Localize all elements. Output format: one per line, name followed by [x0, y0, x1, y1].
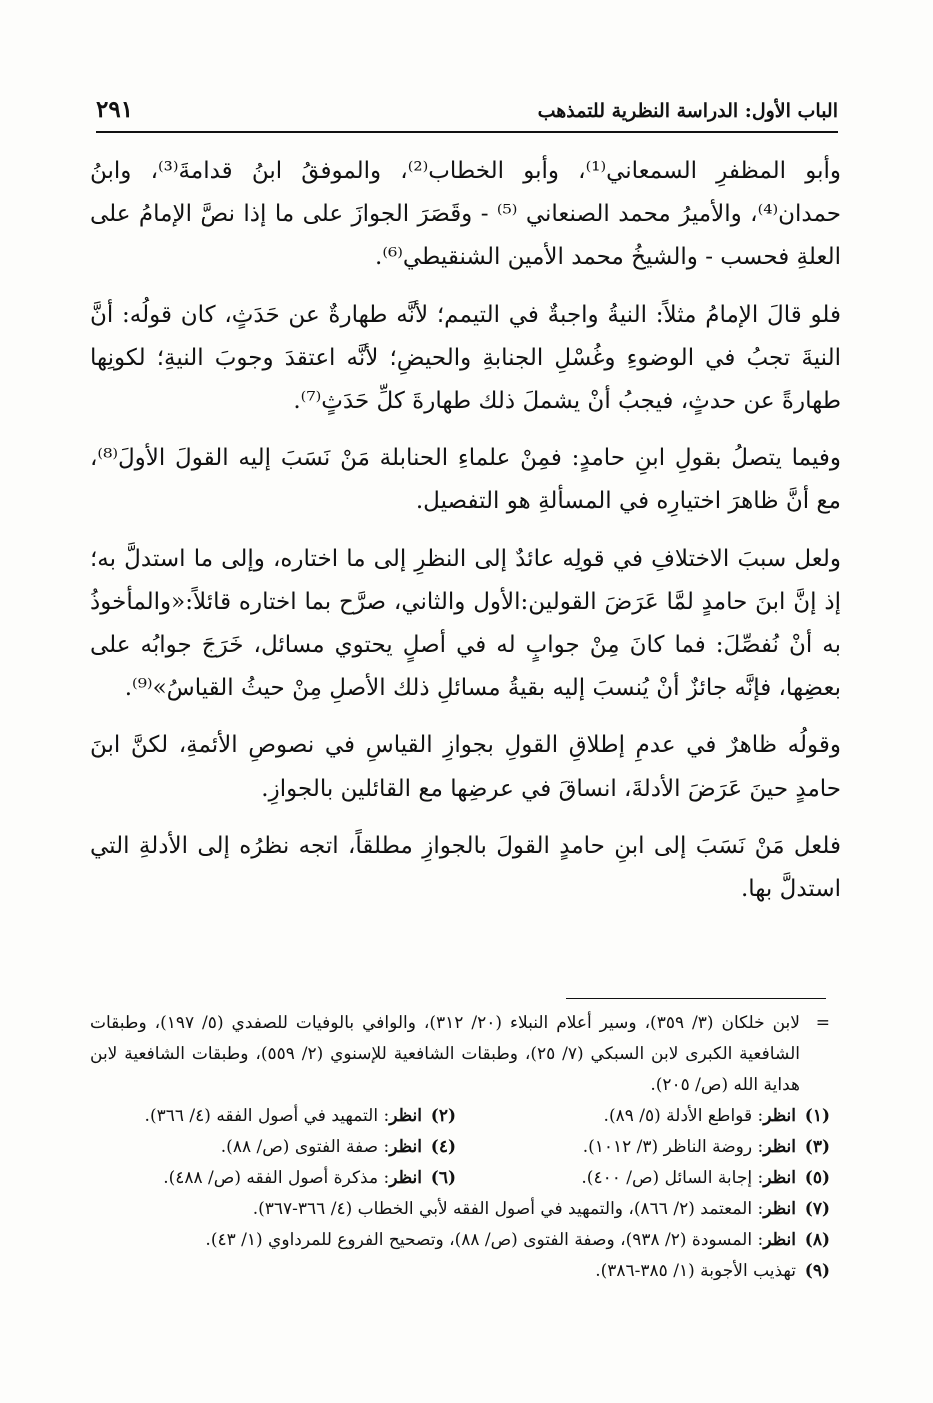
- footnote-row: [90, 1163, 830, 1194]
- footnote-item: [221, 1132, 456, 1163]
- continuation-text: لابن خلكان (٣/ ٣٥٩)، وسير أعلام النبلاء (٢٠/ ٣١٢)، والوافي بالوفيات للصفدي (٥/ ١٩٧)، وطبقات الشافعية الكبرى لابن السبكي (٧/ ٢٥)، وطبقات الشافعية للإسنوي (٢/ ٥٥٩)، وطبقات الشافعية لابن هداية الله (ص/ ٢٠٥).: [90, 1013, 801, 1095]
- footnote-text: : قواطع الأدلة (٥/ ٨٩).: [603, 1106, 764, 1126]
- footnote-number: (١): [804, 1106, 830, 1126]
- footnote-lead: انظر: [763, 1106, 796, 1126]
- footnote-number: (٢): [430, 1106, 456, 1126]
- chapter-title: الباب الأول: الدراسة النظرية للتمذهب: [537, 100, 838, 122]
- footnote-row: [90, 1256, 830, 1287]
- continuation-marker: =: [815, 1013, 830, 1033]
- footnote-number: (٤): [430, 1137, 456, 1157]
- footnote-lead: انظر: [389, 1137, 422, 1157]
- footnote-lead: انظر: [389, 1168, 422, 1188]
- footnote-text: : التمهيد في أصول الفقه (٤/ ٣٦٦).: [144, 1106, 390, 1126]
- footnote-text: : إجابة السائل (ص/ ٤٠٠).: [581, 1168, 764, 1188]
- footnote-number: (٨): [804, 1230, 830, 1250]
- footnote-number: (٥): [804, 1168, 830, 1188]
- paragraph-scholars: وأبو المظفرِ السمعاني⁽¹⁾، وأبو الخطاب⁽²⁾، والموفقُ ابنُ قدامةَ⁽³⁾، وابنُ حمدان⁽⁴⁾، والأميرُ محمد الصنعاني ⁽⁵⁾ - وقَصَرَ الجوازَ على ما إذا نصَّ الإمامُ على العلةِ فحسب - والشيخُ محمد الأمين الشنقيطي⁽⁶⁾.: [90, 158, 841, 271]
- footnote-lead: انظر: [763, 1137, 796, 1157]
- footnote-divider: [566, 998, 826, 999]
- footnote-number: (٩): [804, 1261, 830, 1281]
- main-text: [90, 150, 841, 925]
- footnote-item: [456, 1163, 830, 1194]
- footnote-lead: انظر: [389, 1106, 422, 1126]
- footnote-text: تهذيب الأجوبة (١/ ٣٨٥-٣٨٦).: [595, 1261, 796, 1281]
- footnote-item: [456, 1132, 830, 1163]
- paragraph-conclusion: فلعل مَنْ نَسَبَ إلى ابنِ حامدٍ القولَ بالجوازِ مطلقاً، اتجه نظرُه إلى الأدلةِ التي استدلَّ بها.: [90, 832, 841, 903]
- footnote-lead: انظر: [763, 1230, 796, 1250]
- paragraph-ibn-hamid: وفيما يتصلُ بقولِ ابنِ حامدٍ: فمِنْ علماءِ الحنابلة مَنْ نَسَبَ إليه القولَ الأولَ⁽⁸⁾، مع أنَّ ظاهرَ اختيارِه في المسألةِ هو التفصيل.: [90, 445, 841, 515]
- footnote-text: : صفة الفتوى (ص/ ٨٨).: [220, 1137, 390, 1157]
- footnotes: [90, 1008, 830, 1287]
- paragraph-tayammum-example: فلو قالَ الإمامُ مثلاً: النيةُ واجبةٌ في التيمم؛ لأنَّه طهارةٌ عن حَدَثٍ، كان قولُه: أنَّ النيةَ تجبُ في الوضوءِ وغُسْلِ الجنابةِ والحيضِ؛ لأنَّه اعتقدَ وجوبَ النيةِ؛ لكونِها طهارةً عن حدثٍ، فيجبُ أنْ يشملَ ذلك طهارةَ كلِّ حَدَثٍ⁽⁷⁾.: [90, 301, 841, 415]
- footnote-row: [90, 1101, 830, 1132]
- footnote-item: [456, 1101, 830, 1132]
- footnote-continuation: [90, 1008, 830, 1101]
- running-header: [96, 96, 838, 132]
- footnote-row: [90, 1225, 830, 1256]
- paragraph-disagreement-cause: ولعل سببَ الاختلافِ في قولِه عائدٌ إلى النظرِ إلى ما اختاره، وإلى ما استدلَّ به؛ إذ إنَّ ابنَ حامدٍ لمَّا عَرَضَ القولين:الأول والثاني، صرَّح بما اختاره قائلاً:«والمأخوذُ به أنْ نُفصِّلَ: فما كانَ مِنْ جوابٍ له في أصلٍ يحتوي مسائل، خَرَجَ جوابُه على بعضِها، فإنَّه جائزٌ أنْ يُنسبَ إليه بقيةُ مسائلِ ذلك الأصلِ مِنْ حيثُ القياسُ»⁽⁹⁾.: [90, 545, 841, 702]
- footnote-row: [90, 1194, 830, 1225]
- footnote-text: : المسودة (٢/ ٩٣٨)، وصفة الفتوى (ص/ ٨٨)، وتصحيح الفروع للمرداوي (١/ ٤٣).: [205, 1230, 764, 1250]
- footnote-text: : مذكرة أصول الفقه (ص/ ٤٨٨).: [163, 1168, 390, 1188]
- footnote-item: [145, 1101, 456, 1132]
- footnote-number: (٣): [804, 1137, 830, 1157]
- footnote-number: (٦): [430, 1168, 456, 1188]
- page-number: ٢٩١: [96, 96, 134, 123]
- header-divider: [96, 131, 838, 133]
- footnote-lead: انظر: [763, 1168, 796, 1188]
- footnote-number: (٧): [804, 1199, 830, 1219]
- footnote-text: : روضة الناظر (٣/ ١٠١٢).: [582, 1137, 764, 1157]
- footnote-item: [163, 1163, 456, 1194]
- footnote-row: [90, 1132, 830, 1163]
- paragraph-qiyas: وقولُه ظاهرٌ في عدمِ إطلاقِ القولِ بجوازِ القياسِ في نصوصِ الأئمةِ، لكنَّ ابنَ حامدٍ حينَ عَرَضَ الأدلةَ، انساقَ في عرضِها مع القائلين بالجوازِ.: [90, 732, 841, 802]
- footnote-lead: انظر: [763, 1199, 796, 1219]
- footnote-text: : المعتمد (٢/ ٨٦٦)، والتمهيد في أصول الفقه لأبي الخطاب (٤/ ٣٦٦-٣٦٧).: [252, 1199, 764, 1219]
